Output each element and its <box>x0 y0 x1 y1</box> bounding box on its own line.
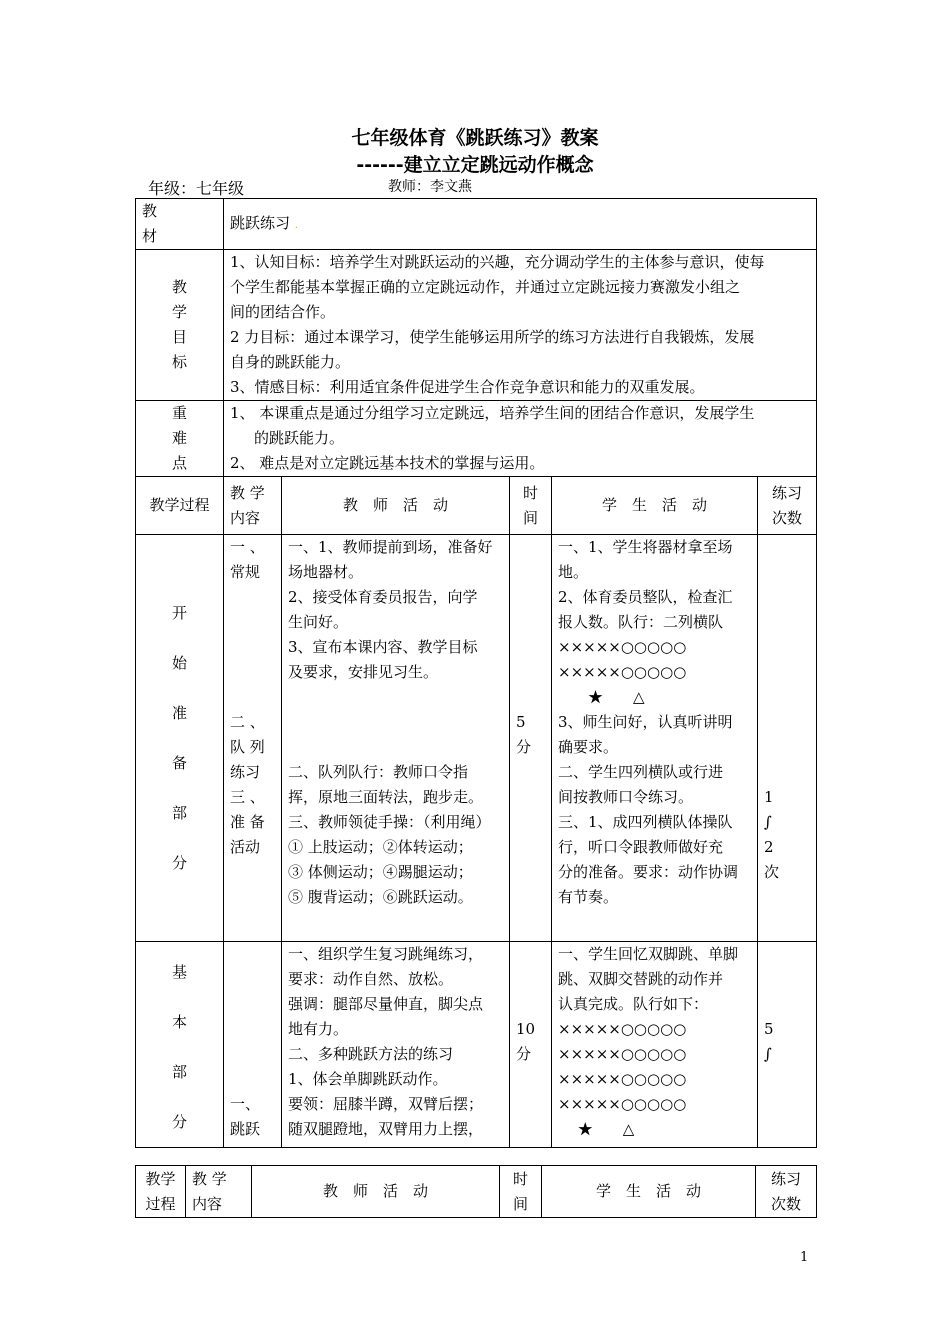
header-process: 教学过程 <box>136 477 224 535</box>
material-value: 跳跃练习 . <box>224 199 817 250</box>
main-student-activity: 一、学生回忆双脚跳、单脚 跳、双脚交替跳的动作并 认真完成。队行如下： ×××××○○○○○ ×××××○○○○○ ×××××○○○○○ ×××××○○○○○ ★ △ <box>552 942 758 1148</box>
header-teacher: 教 师 活 动 <box>282 477 510 535</box>
continuation-header-table <box>135 1165 817 1218</box>
grade-label: 年级：七年级 <box>148 179 245 198</box>
goals-row <box>136 250 817 401</box>
lesson-plan-table <box>135 198 817 1148</box>
warmup-teacher-activity: 一、1、教师提前到场，准备好 场地器材。 2、接受体育委员报告，向学 生问好。 3、宣布本课内容、教学目标 及要求，安排见习生。 二、队列队行：教师口令指 挥，原地三面转法，跑步走。 三、教师领徒手操：（利用绳） ① 上肢运动；②体转运动； ③ 体侧运动；④踢腿运动； ⑤ 腹背运动；⑥跳跃运动。 <box>282 535 510 942</box>
goals-label: 教 学 目 标 <box>136 250 224 401</box>
key-points-row <box>136 401 817 477</box>
page-number: 1 <box>800 1250 809 1265</box>
main-section-row <box>136 942 817 1148</box>
warmup-content: 一 、 常规 二 、 队 列 练习 三 、 准 备 活动 <box>224 535 282 942</box>
goals-content: 1、认知目标：培养学生对跳跃运动的兴趣，充分调动学生的主体参与意识，使每 个学生都能基本掌握正确的立定跳远动作，并通过立定跳远接力赛激发小组之 间的团结合作。 2 力目标：通过本课学习，使学生能够运用所学的练习方法进行自我锻炼，发展 自身的跳跃能力。 3、情感目标：利用适宜条件促进学生合作竞争意识和能力的双重发展。 <box>224 250 817 401</box>
continuation-header-row <box>136 1166 817 1218</box>
header-content: 教 学 内容 <box>224 477 282 535</box>
header-count: 练习 次数 <box>758 477 817 535</box>
warmup-student-activity: 一、1、学生将器材拿至场 地。 2、体育委员整队，检查汇 报人数。队行：二列横队 ×××××○○○○○ ×××××○○○○○ ★ △ 3、师生问好，认真听讲明 确要求。 二、学生四列横队或行进 间按教师口令练习。 三、1、成四列横队体操队 行，听口令跟教师做好充 分的准备。要求：动作协调 有节奏。 <box>552 535 758 942</box>
header-time: 时 间 <box>510 477 552 535</box>
material-row <box>136 199 817 250</box>
material-label: 教 材 <box>136 199 224 250</box>
warmup-count: 1 ∫ 2 次 <box>758 535 817 942</box>
main-process: 基 本 部 分 <box>136 942 224 1148</box>
document-subtitle: ------建立立定跳远动作概念 <box>356 154 594 176</box>
header-student: 学 生 活 动 <box>552 477 758 535</box>
cont-header-process: 教学 过程 <box>136 1166 186 1218</box>
key-points-label: 重 难 点 <box>136 401 224 477</box>
cont-header-student: 学 生 活 动 <box>542 1166 756 1218</box>
warmup-process: 开 始 准 备 部 分 <box>136 535 224 942</box>
main-teacher-activity: 一、组织学生复习跳绳练习， 要求：动作自然、放松。 强调：腿部尽量伸直，脚尖点 地有力。 二、多种跳跃方法的练习 1、体会单脚跳跃动作。 要领：屈膝半蹲，双臂后摆； 随双腿蹬地，双臂用力上摆， <box>282 942 510 1148</box>
cont-header-time: 时 间 <box>500 1166 542 1218</box>
cont-header-count: 练习 次数 <box>756 1166 817 1218</box>
document-title: 七年级体育《跳跃练习》教案 <box>351 127 599 149</box>
key-points-content: 1、 本课重点是通过分组学习立定跳远，培养学生间的团结合作意识，发展学生 的跳跃能力。 2、 难点是对立定跳远基本技术的掌握与运用。 <box>224 401 817 477</box>
teacher-label: 教师：李文燕 <box>388 179 472 195</box>
cont-header-teacher: 教 师 活 动 <box>252 1166 500 1218</box>
main-time: 10 分 <box>510 942 552 1148</box>
warmup-time: 5 分 <box>510 535 552 942</box>
main-count: 5 ∫ <box>758 942 817 1148</box>
main-content: 一、 跳跃 <box>224 942 282 1148</box>
cont-header-content: 教 学 内容 <box>186 1166 252 1218</box>
warmup-section-row <box>136 535 817 942</box>
column-header-row <box>136 477 817 535</box>
